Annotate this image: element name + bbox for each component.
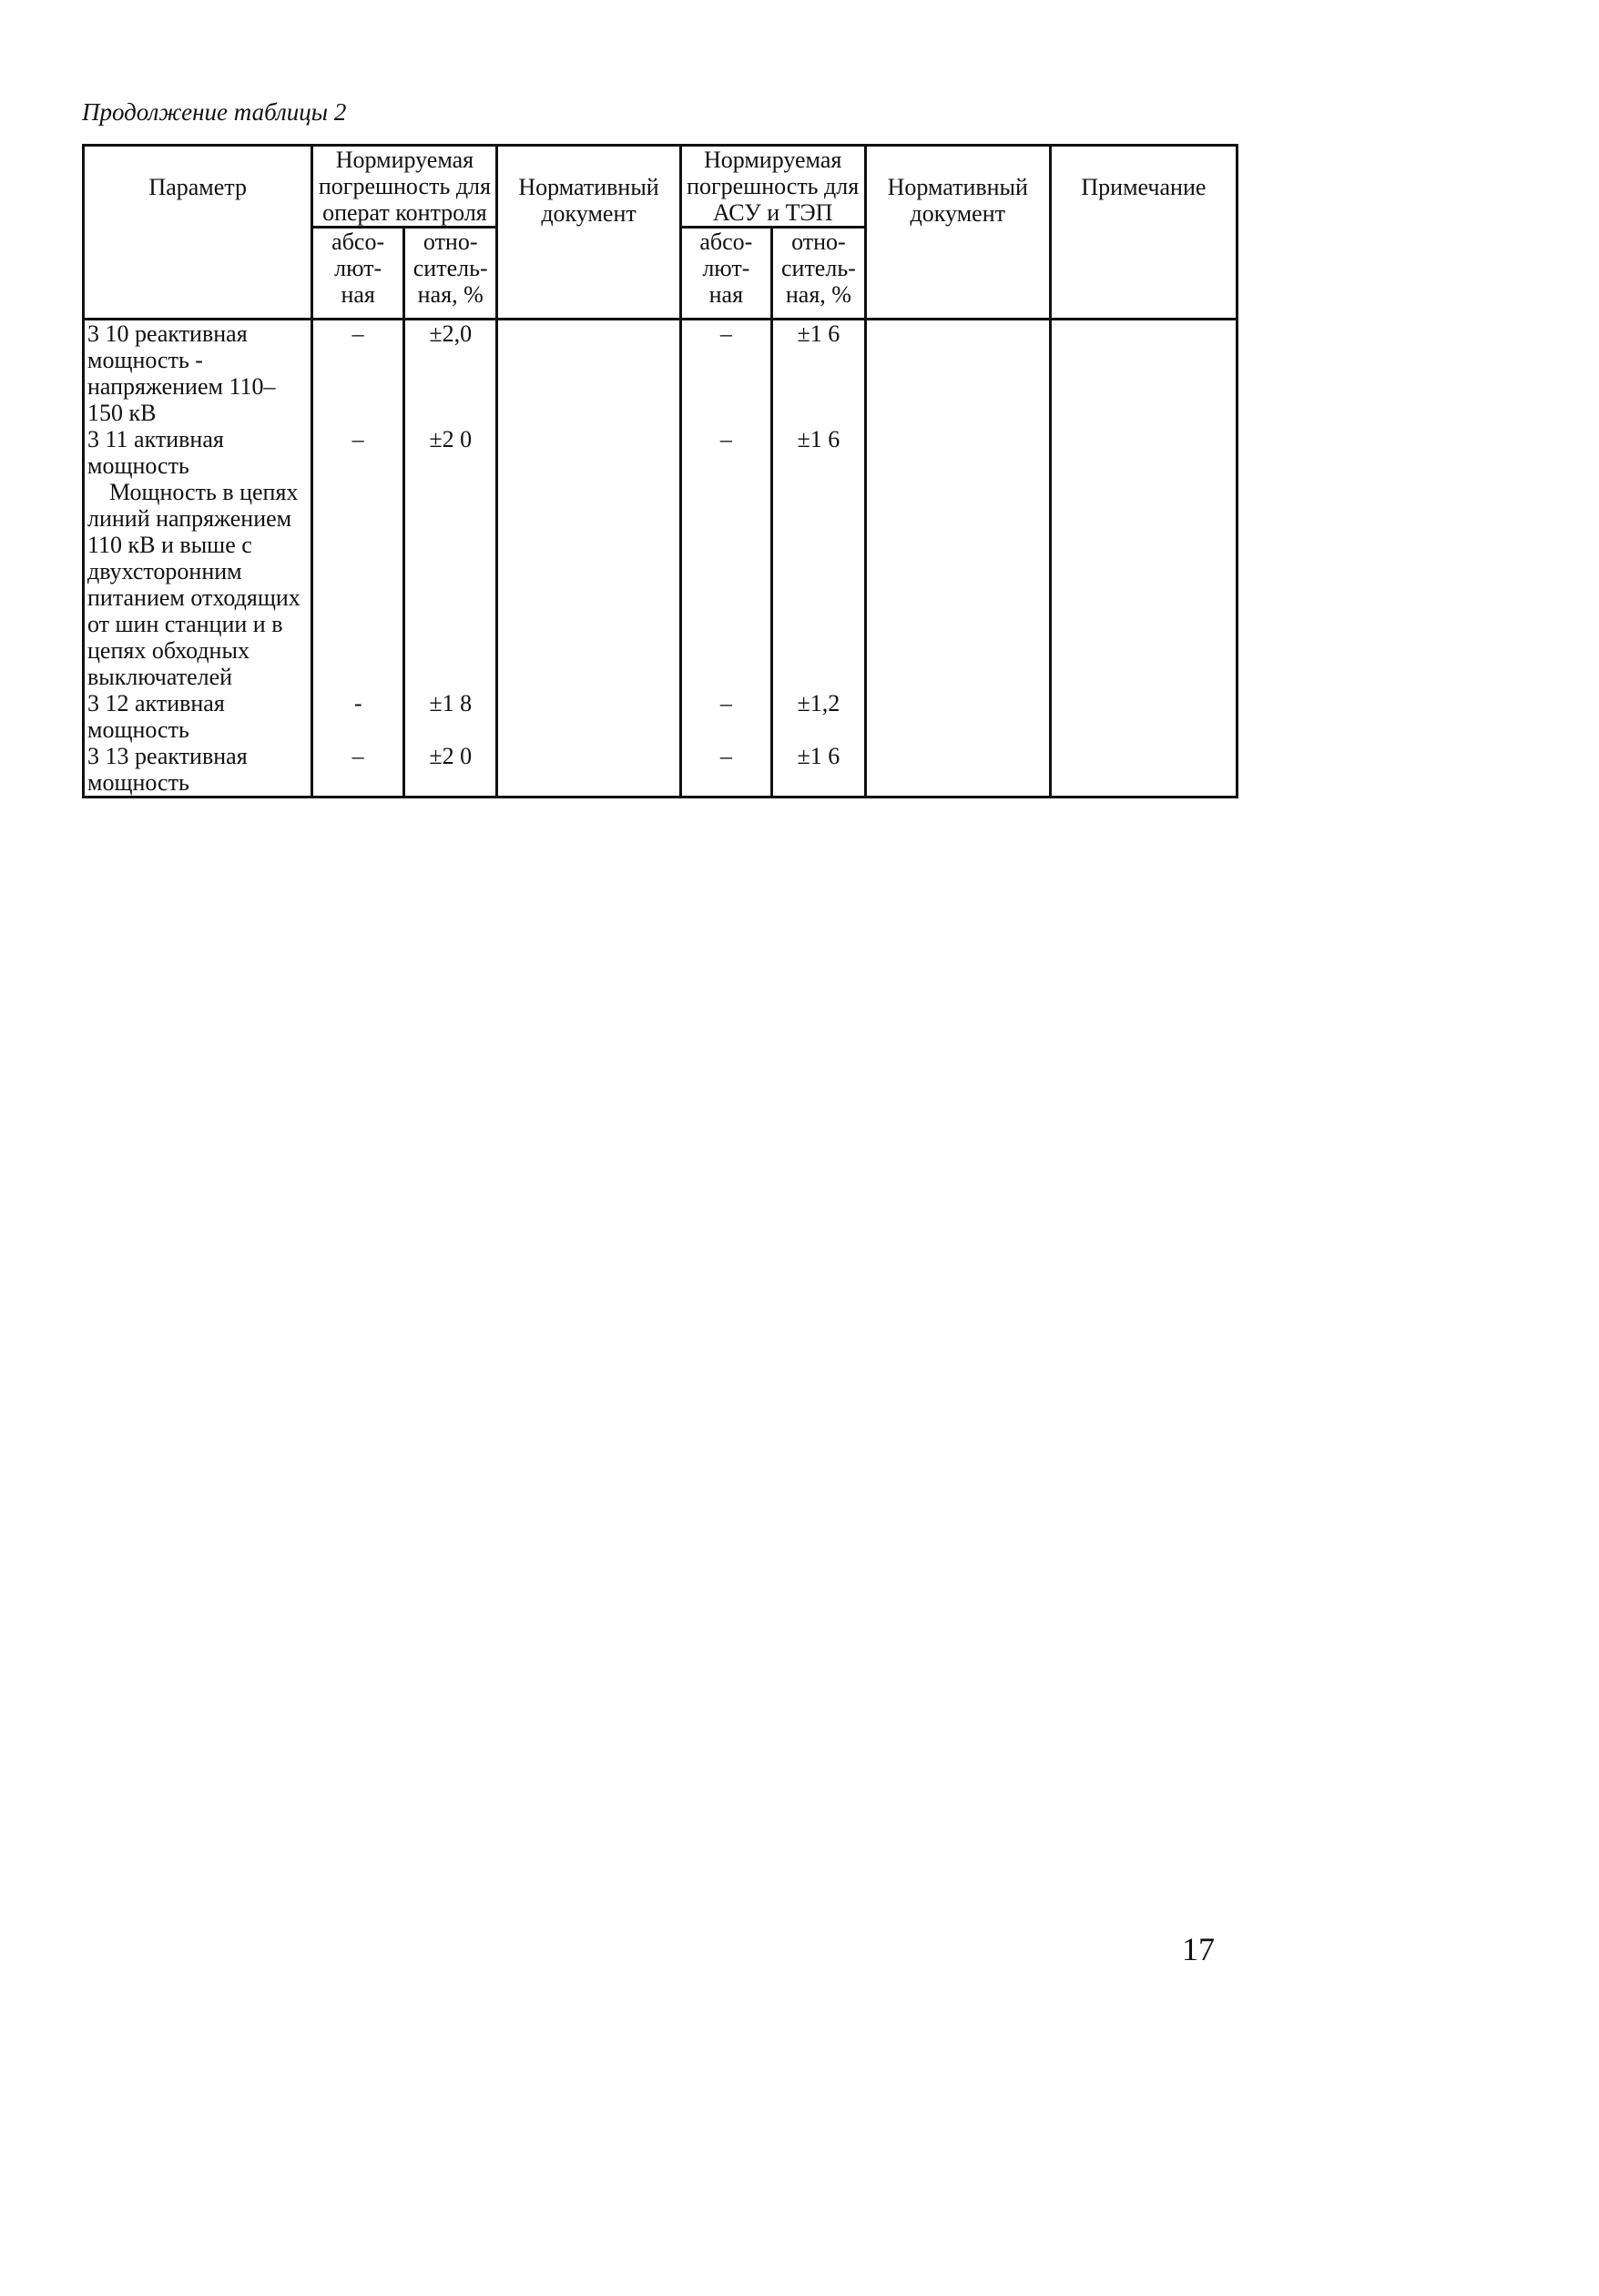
row-oper-abs: – [312,320,404,427]
row-asu-rel [772,479,866,690]
row-asu-abs: – [680,743,772,798]
header-doc1: Нормативный документ [497,146,680,320]
row-doc2 [865,479,1050,690]
row-oper-rel: ±1 8 [403,690,497,743]
row-note [1050,743,1237,798]
row-doc2 [865,743,1050,798]
header-oper-rel: отно- ситель- ная, % [403,228,497,320]
row-doc1 [497,426,680,479]
row-asu-rel: ±1 6 [772,743,866,798]
row-oper-abs: - [312,690,404,743]
row-note [1050,479,1237,690]
row-doc1 [497,690,680,743]
header-row [84,146,1237,228]
row-asu-abs: – [680,690,772,743]
table-row [84,426,1237,479]
header-group-asu: Нормируемая погрешность для АСУ и ТЭП [680,146,865,228]
row-param: Мощность в цепях линий напряжением 110 кВ и выше с двухсторонним питанием отходящих от шин станции и в цепях обходных выключателей [84,479,312,690]
table-row [84,479,1237,690]
row-asu-abs [680,479,772,690]
row-doc1 [497,320,680,427]
row-oper-rel: ±2 0 [403,743,497,798]
header-param: Параметр [84,146,312,320]
data-table [82,144,1238,798]
row-note [1050,426,1237,479]
row-oper-rel: ±2 0 [403,426,497,479]
row-asu-rel: ±1 6 [772,320,866,427]
row-asu-abs: – [680,426,772,479]
row-asu-abs: – [680,320,772,427]
header-note: Примечание [1050,146,1237,320]
row-param: 3 11 активная мощность [84,426,312,479]
row-doc2 [865,426,1050,479]
row-oper-abs: – [312,743,404,798]
row-oper-abs: – [312,426,404,479]
header-asu-rel: отно- ситель- ная, % [772,228,866,320]
table-row [84,743,1237,798]
row-doc2 [865,320,1050,427]
row-oper-rel [403,479,497,690]
table-row [84,690,1237,743]
header-asu-abs: абсо- лют- ная [680,228,772,320]
page-number: 17 [1182,1931,1215,1967]
row-param: 3 10 реактивная мощность - напряжением 110–150 кВ [84,320,312,427]
row-doc1 [497,479,680,690]
row-oper-abs [312,479,404,690]
row-param: 3 13 реактивная мощность [84,743,312,798]
row-asu-rel: ±1,2 [772,690,866,743]
row-doc2 [865,690,1050,743]
row-doc1 [497,743,680,798]
row-note [1050,320,1237,427]
row-asu-rel: ±1 6 [772,426,866,479]
header-doc2: Нормативный документ [865,146,1050,320]
row-oper-rel: ±2,0 [403,320,497,427]
row-param: 3 12 активная мощность [84,690,312,743]
row-note [1050,690,1237,743]
table-caption: Продолжение таблицы 2 [82,98,347,126]
header-group-oper: Нормируемая погрешность для операт контроля [312,146,497,228]
header-oper-abs: абсо- лют- ная [312,228,404,320]
table-row [84,320,1237,427]
